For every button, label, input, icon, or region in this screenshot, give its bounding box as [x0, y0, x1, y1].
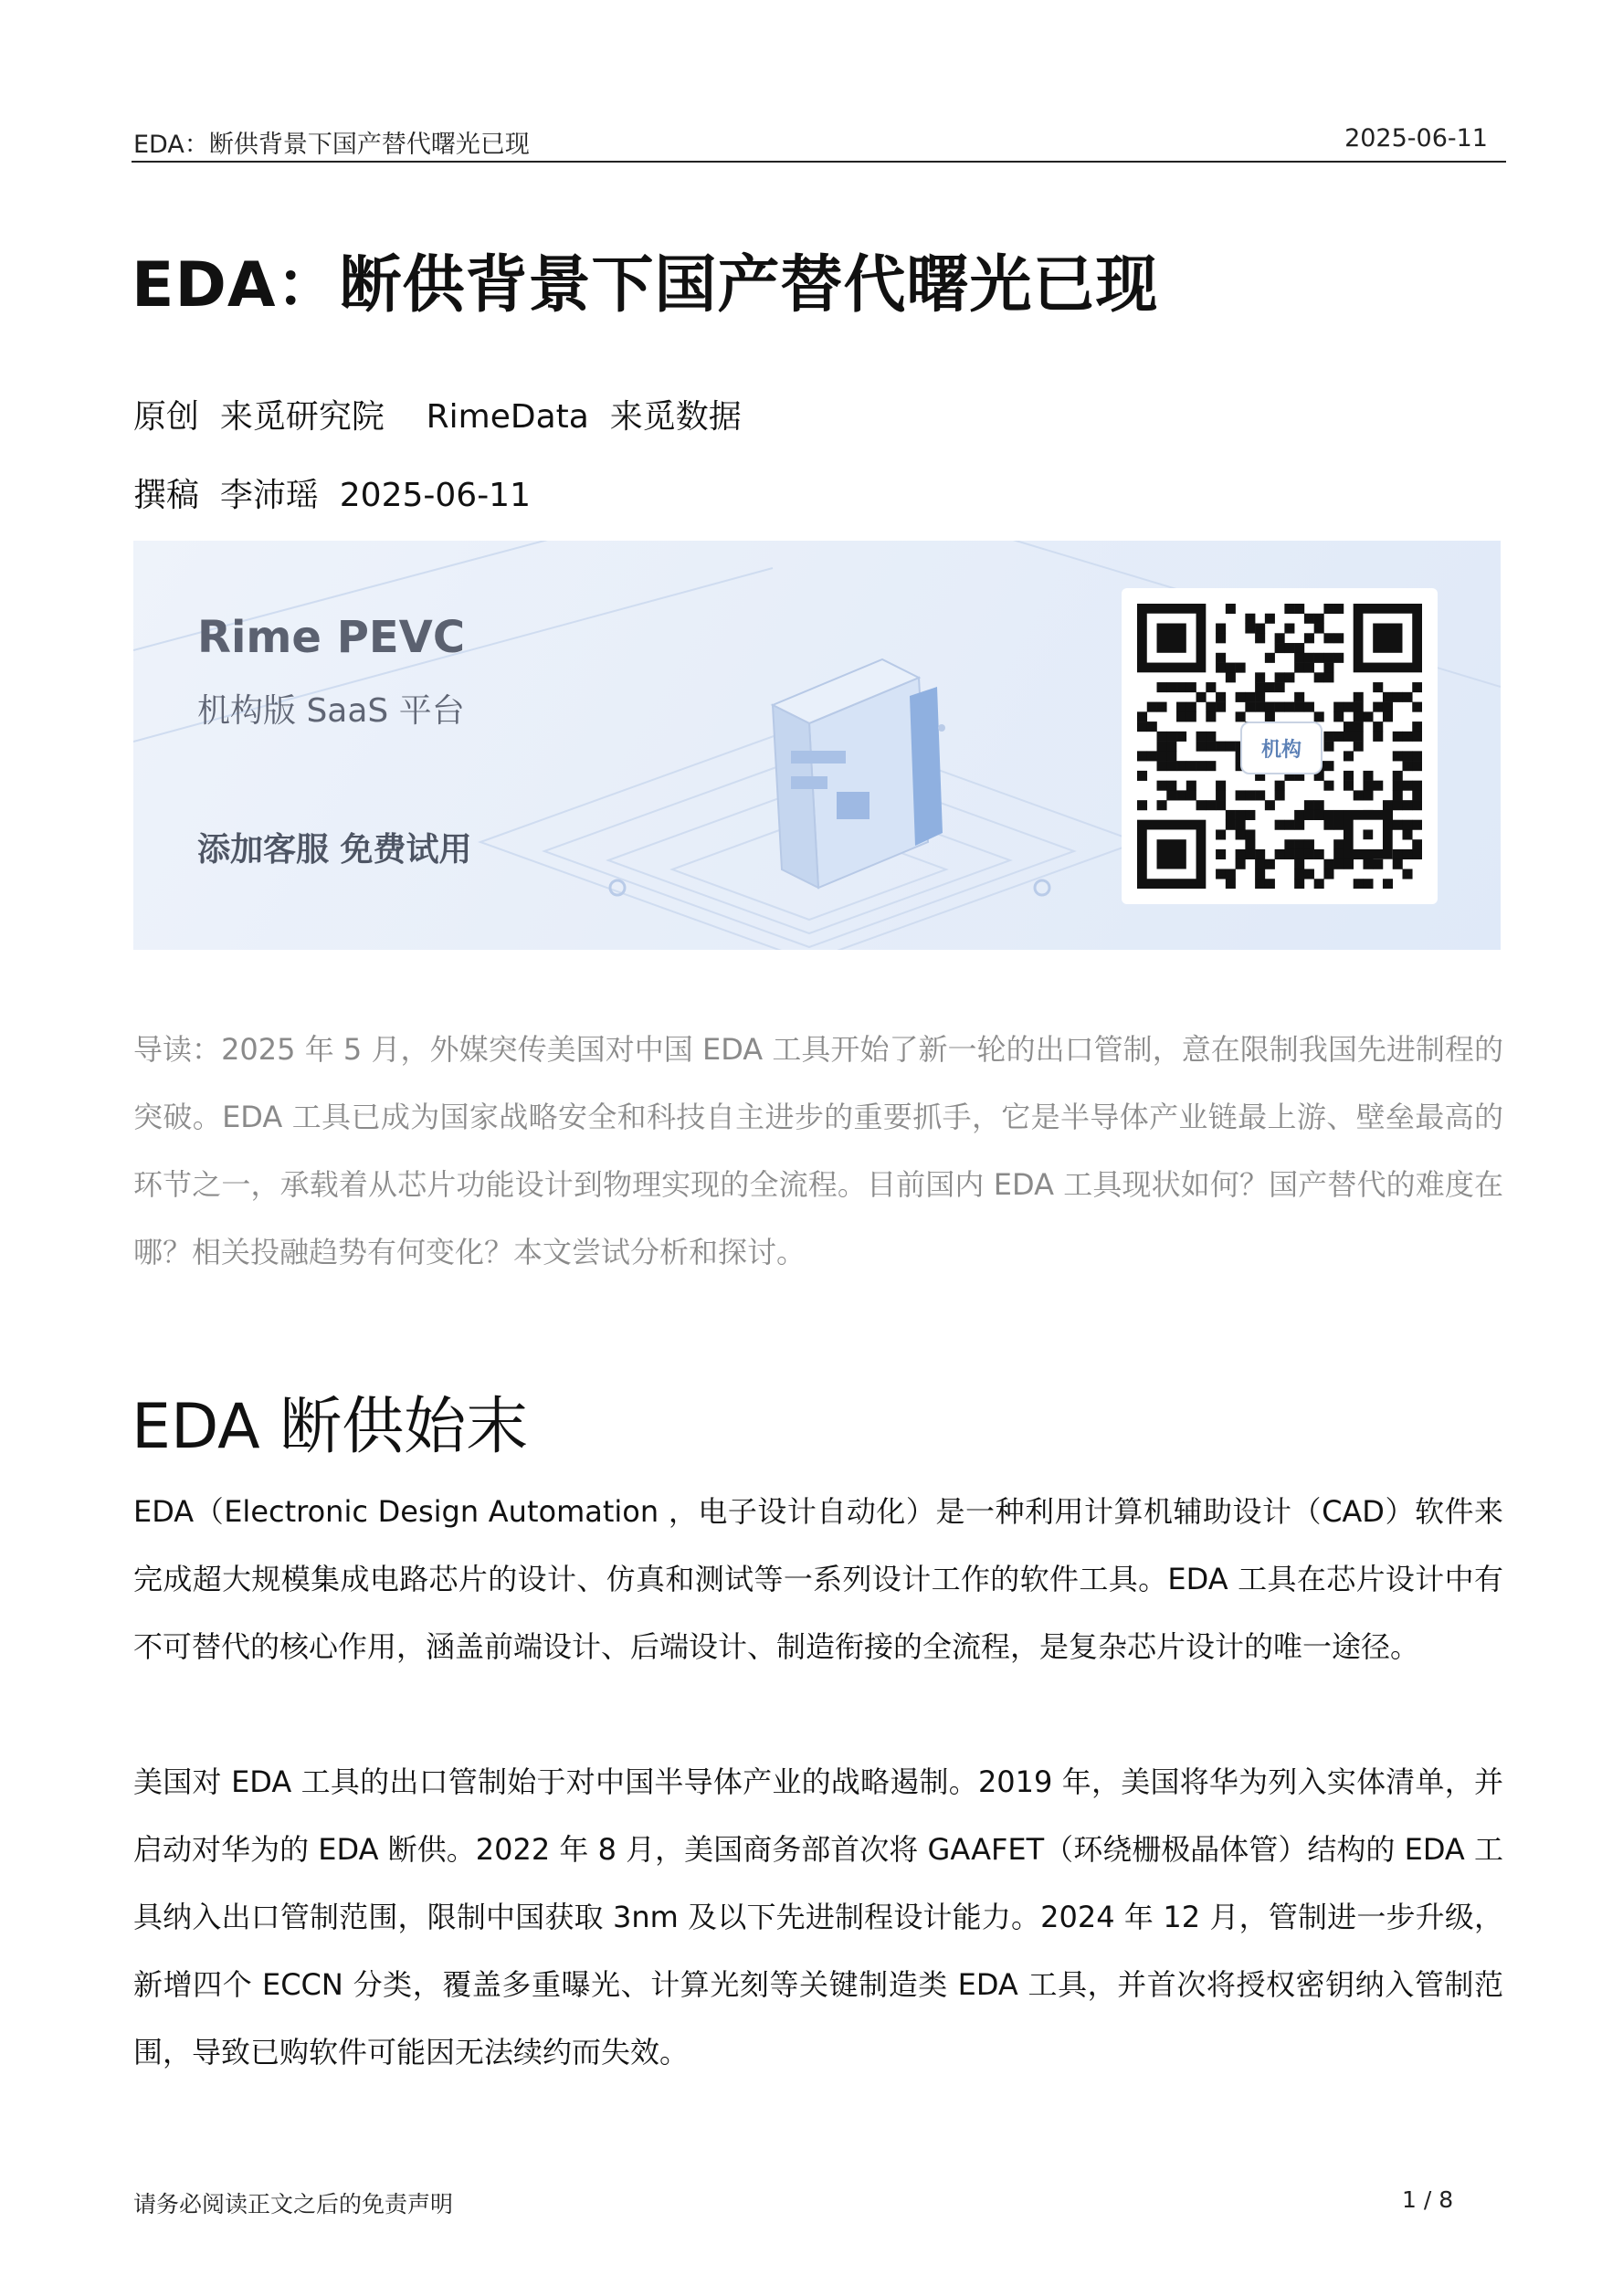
- qr-code[interactable]: [1122, 588, 1438, 904]
- lead-paragraph: 导读：2025 年 5 月，外媒突传美国对中国 EDA 工具开始了新一轮的出口管制，意在限制我国先进制程的突破。EDA 工具已成为国家战略安全和科技自主进步的重要抓手，它是半导体产业链最上游、壁垒最高的环节之一，承载着从芯片功能设计到物理实现的全流程。目前国内 EDA 工具现状如何？国产替代的难度在哪？相关投融趋势有何变化？本文尝试分析和探讨。: [133, 1032, 1503, 1269]
- banner-title: Rime PEVC: [197, 612, 466, 663]
- qr-badge: 机构: [1240, 721, 1323, 774]
- header-title: EDA：断供背景下国产替代曙光已现: [133, 131, 530, 159]
- byline: 撰稿 李沛瑶 2025-06-11: [133, 477, 531, 514]
- banner-cta[interactable]: 添加客服 免费试用: [197, 831, 472, 869]
- header-divider: [132, 161, 1506, 163]
- author-line: 原创 来觅研究院 RimeData 来觅数据: [133, 398, 742, 436]
- banner-subtitle: 机构版 SaaS 平台: [197, 692, 465, 730]
- body-paragraph-2: 美国对 EDA 工具的出口管制始于对中国半导体产业的战略遏制。2019 年，美国将华为列入实体清单，并启动对华为的 EDA 断供。2022 年 8 月，美国商务部首次将 GAAFET（环绕栅极晶体管）结构的 EDA 工具纳入出口管制范围，限制中国获取 3nm 及以下先进制程设计能力。2024 年 12 月，管制进一步升级，新增四个 ECCN 分类，覆盖多重曝光、计算光刻等关键制造类 EDA 工具，并首次将授权密钥纳入管制范围，导致已购软件可能因无法续约而失效。: [133, 1764, 1503, 2070]
- header-date: 2025-06-11: [1344, 124, 1488, 153]
- page-title: EDA：断供背景下国产替代曙光已现: [132, 249, 1159, 321]
- promo-banner[interactable]: [133, 541, 1501, 950]
- page-number: 1 / 8: [1402, 2186, 1454, 2213]
- section-heading: EDA 断供始末: [132, 1391, 529, 1463]
- body-paragraph-1: EDA（Electronic Design Automation ，电子设计自动化）是一种利用计算机辅助设计（CAD）软件来完成超大规模集成电路芯片的设计、仿真和测试等一系列设计工作的软件工具。EDA 工具在芯片设计中有不可替代的核心作用，涵盖前端设计、后端设计、制造衔接的全流程，是复杂芯片设计的唯一途径。: [133, 1494, 1503, 1664]
- footer-disclaimer: 请务必阅读正文之后的免责声明: [133, 2191, 454, 2217]
